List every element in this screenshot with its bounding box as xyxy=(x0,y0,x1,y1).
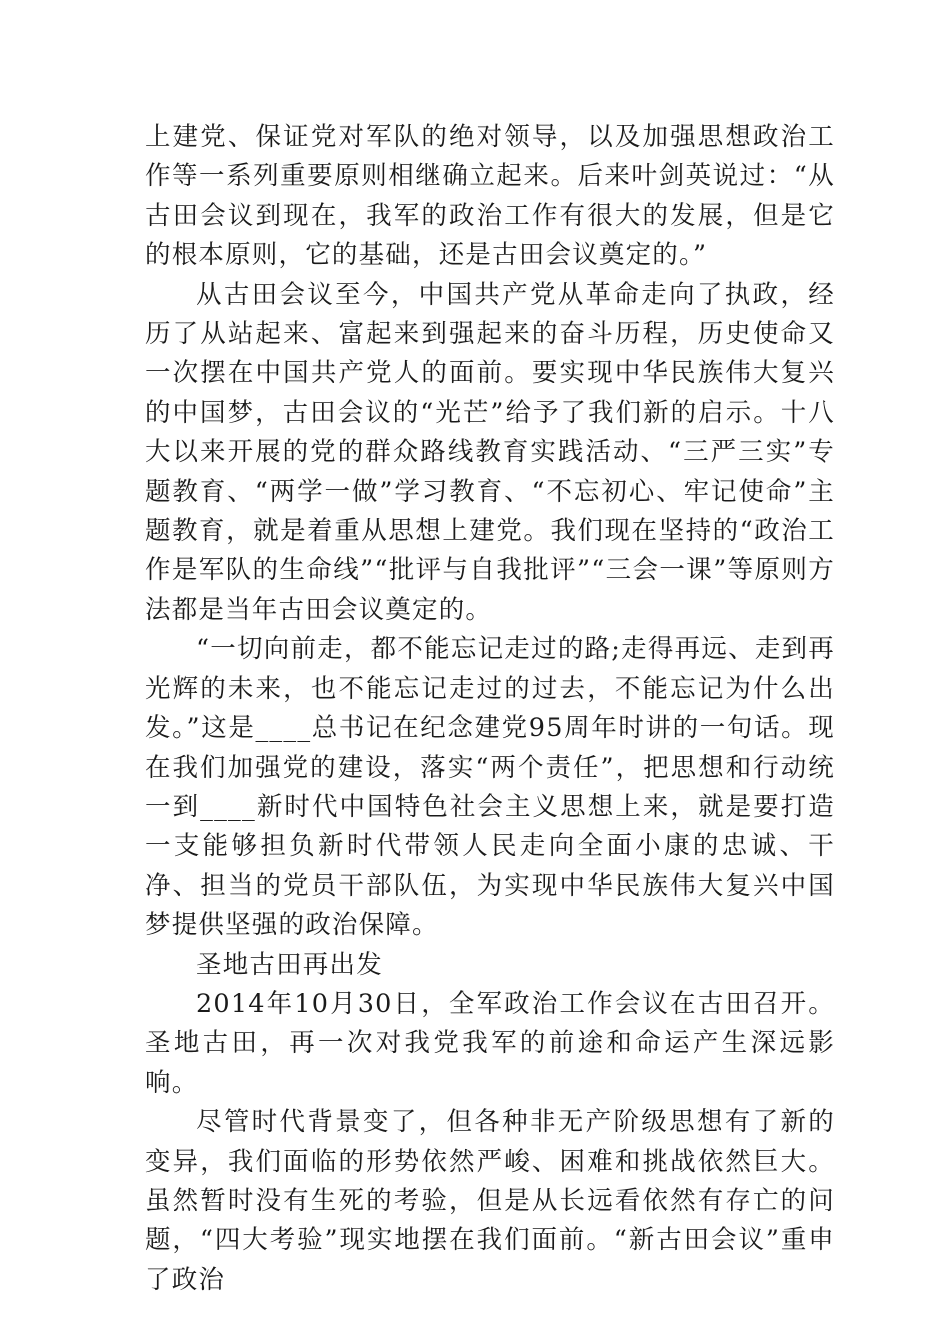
paragraph-2014-meeting: 2014年10月30日，全军政治工作会议在古田召开。圣地古田，再一次对我党我军的前途和命运产生深远影响。 xyxy=(145,988,835,1098)
section-heading: 圣地古田再出发 xyxy=(196,949,383,980)
paragraph-challenges: 尽管时代背景变了，但各种非无产阶级思想有了新的变异，我们面临的形势依然严峻、困难和挑战依然巨大。虽然暂时没有生死的考验，但是从长远看依然有存亡的问题，“四大考验”现实地摆在我们面前。“新古田会议”重申了政治 xyxy=(145,1107,835,1295)
paragraph-quote: “一切向前走，都不能忘记走过的路;走得再远、走到再光辉的未来，也不能忘记走过的过去，不能忘记为什么出发。”这是____总书记在纪念建党95周年时讲的一句话。现在我们加强党的建设，落实“两个责任”，把思想和行动统一到____新时代中国特色社会主义思想上来，就是要打造一支能够担负新时代带领人民走向全面小康的忠诚、干净、担当的党员干部队伍，为实现中华民族伟大复兴中国梦提供坚强的政治保障。 xyxy=(145,634,835,941)
paragraph-gutian-legacy: 从古田会议至今，中国共产党从革命走向了执政，经历了从站起来、富起来到强起来的奋斗历程，历史使命又一次摆在中国共产党人的面前。要实现中华民族伟大复兴的中国梦，古田会议的“光芒”给予了我们新的启示。十八大以来开展的党的群众路线教育实践活动、“三严三实”专题教育、“两学一做”学习教育、“不忘初心、牢记使命”主题教育，就是着重从思想上建党。我们现在坚持的“政治工作是军队的生命线”“批评与自我批评”“三会一课”等原则方法都是当年古田会议奠定的。 xyxy=(145,279,835,625)
paragraph-continuation: 上建党、保证党对军队的绝对领导，以及加强思想政治工作等一系列重要原则相继确立起来。后来叶剑英说过：“从古田会议到现在，我军的政治工作有很大的发展，但是它的根本原则，它的基础，还是古田会议奠定的。” xyxy=(145,122,835,271)
document-body xyxy=(145,118,835,1300)
